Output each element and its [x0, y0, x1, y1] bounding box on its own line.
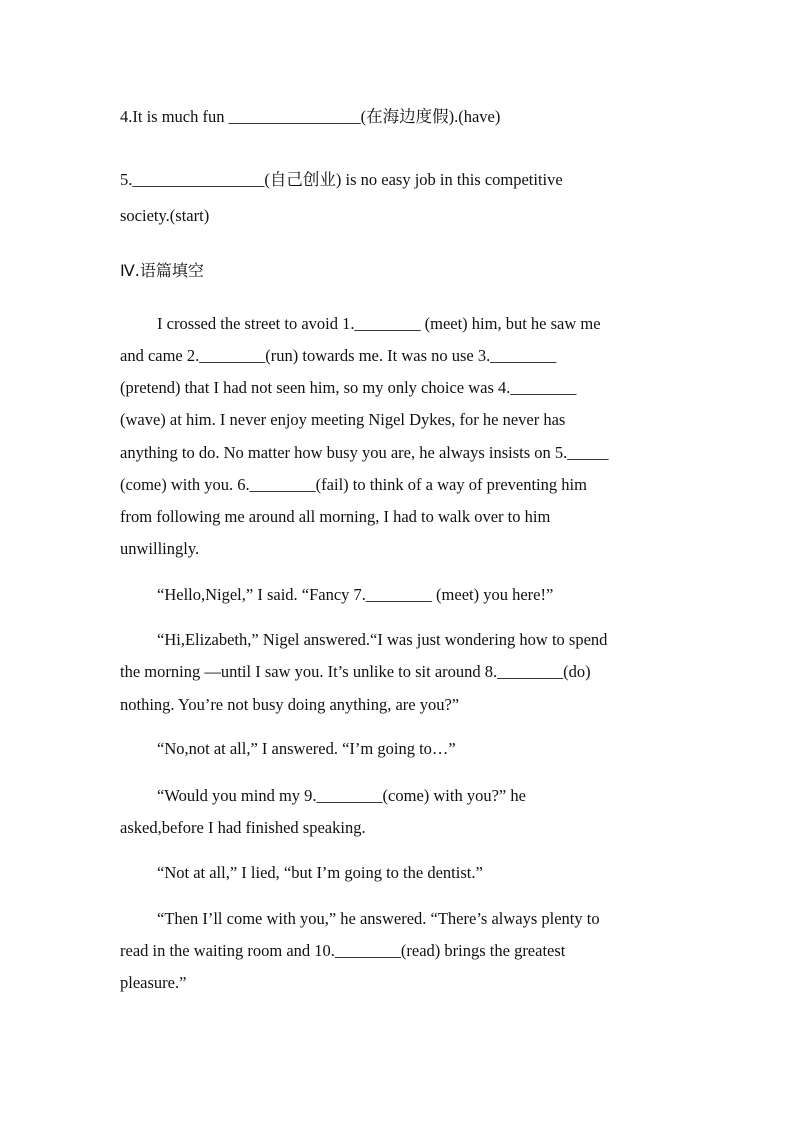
- passage-line: (wave) at him. I never enjoy meeting Nigel Dykes, for he never has: [120, 410, 566, 429]
- dialogue-line: asked,before I had finished speaking.: [120, 818, 366, 837]
- exercise-item-5-line-1: 5.________________(自己创业) is no easy job in this competitive: [120, 170, 563, 189]
- exercise-item-5-line-2: society.(start): [120, 206, 210, 225]
- dialogue-line: read in the waiting room and 10.________(read) brings the greatest: [120, 941, 566, 960]
- dialogue-line: the morning —until I saw you. It’s unlike to sit around 8.________(do): [120, 662, 591, 681]
- dialogue-line: “Hi,Elizabeth,” Nigel answered.“I was just wondering how to spend: [157, 630, 608, 649]
- passage-line: anything to do. No matter how busy you are, he always insists on 5._____: [120, 443, 609, 462]
- passage-line: (pretend) that I had not seen him, so my only choice was 4.________: [120, 378, 577, 397]
- passage-line: from following me around all morning, I had to walk over to him: [120, 507, 551, 526]
- dialogue-line: “No,not at all,” I answered. “I’m going to…”: [157, 739, 456, 758]
- passage-line: and came 2.________(run) towards me. It was no use 3.________: [120, 346, 557, 365]
- dialogue-line: “Then I’ll come with you,” he answered. “There’s always plenty to: [157, 909, 600, 928]
- dialogue-line: “Hello,Nigel,” I said. “Fancy 7.________ (meet) you here!”: [157, 585, 554, 604]
- exercise-item-4: 4.It is much fun ________________(在海边度假).(have): [120, 107, 501, 126]
- passage-line: I crossed the street to avoid 1.________ (meet) him, but he saw me: [157, 314, 601, 333]
- dialogue-line: “Not at all,” I lied, “but I’m going to the dentist.”: [157, 863, 483, 882]
- dialogue-line: pleasure.”: [120, 973, 187, 992]
- dialogue-line: nothing. You’re not busy doing anything, are you?”: [120, 695, 460, 714]
- passage-line: unwillingly.: [120, 539, 200, 558]
- passage-line: (come) with you. 6.________(fail) to think of a way of preventing him: [120, 475, 587, 494]
- dialogue-line: “Would you mind my 9.________(come) with you?” he: [157, 786, 526, 805]
- section-heading: Ⅳ.语篇填空: [120, 261, 204, 280]
